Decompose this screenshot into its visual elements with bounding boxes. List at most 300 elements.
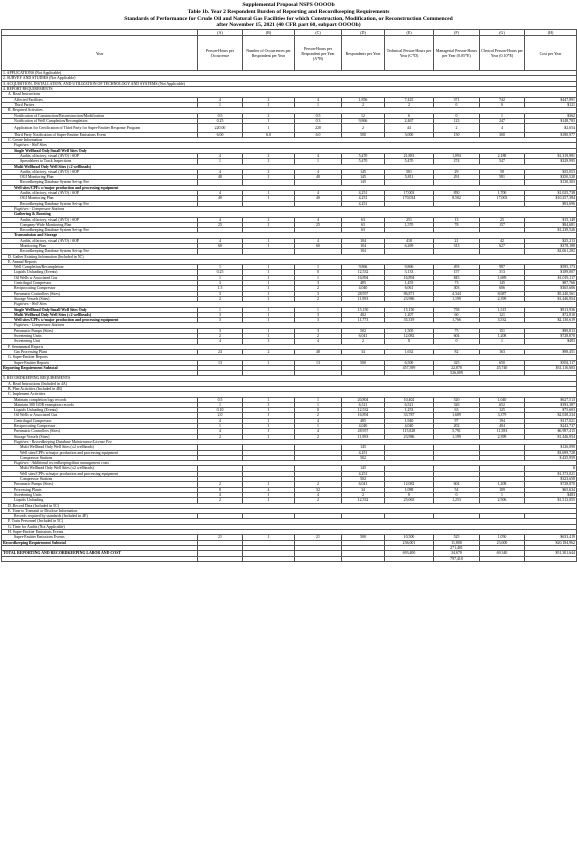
cell-col-d: 11,993 (342, 296, 385, 301)
row-label: Well sites/CPFs w/major production and processing equipment (2, 450, 198, 455)
cell-col-h: $15,149 (525, 217, 577, 222)
cell-col-h: $378,188 (525, 243, 577, 248)
cell-col-d: 2 (342, 124, 385, 133)
cell-col-h: $329,995 (525, 159, 577, 164)
table-title: Table 1b. Year 2 Respondent Burden of Reporting and Recordkeeping Requirements (187, 8, 390, 15)
cell-col-c: 0.5 (295, 113, 342, 118)
cell-col-d: 12 (342, 113, 385, 118)
row-label: Third Party Notification of Super-Emitter Emissions Event (2, 132, 198, 137)
row-label: Maintain completion logs records (2, 397, 198, 402)
row-label: Well Completion/Recompletion (2, 265, 198, 270)
row-label: Audits, olfactory, visual (AVO) / SOP (2, 153, 198, 158)
cell-col-g: 313 (480, 270, 525, 275)
cell-col-c: 1 (295, 424, 342, 429)
cell-col-d: 502 (342, 328, 385, 333)
row-label: 3. ACQUISITION, INSTALLATION, AND UTILIZATION OF TECHNOLOGY AND SYSTEMS (Not Applicable) (2, 81, 577, 86)
cell-col-d: 2 (342, 339, 385, 344)
row-label: Compressor Stations (2, 477, 198, 482)
cell-col-h: $121 (525, 102, 577, 107)
cell-col-h: $126,090 (525, 445, 577, 450)
row-label: Notification of Construction/Reconstruction/Modification (2, 113, 198, 118)
cell-col-d: 12,532 (342, 408, 385, 413)
cell-col-e: 170,034 (385, 196, 434, 201)
cell-col-f: 0 (434, 113, 480, 118)
cell-col-e: 6,269 (385, 243, 434, 248)
cell-col-e: 693,400 (385, 551, 434, 556)
cell-col-g: 1,040 (480, 397, 525, 402)
cell-col-b: 1 (243, 113, 295, 118)
table-row (2, 556, 577, 561)
row-label: 2. SURVEY AND STUDIES (Not Applicable) (2, 76, 577, 81)
row-label: Audits, olfactory, visual (AVO) / SOP (2, 217, 198, 222)
cell-col-h: $90,813 (525, 328, 577, 333)
cell-col-h: $31,116,683 (525, 365, 577, 370)
cell-col-g: 2,399 (480, 296, 525, 301)
row-label: Application for Certification of Third Party for Super-Emitter Response Program (2, 124, 198, 133)
cell-col-e: 25,065 (385, 498, 434, 503)
cell-col-a: 3 (198, 328, 243, 333)
cell-col-f: 157 (434, 270, 480, 275)
row-label: Multi Wellhead Only Well Sites (≤2 wellheads) (2, 312, 198, 317)
cell-col-c: 1 (295, 265, 342, 270)
cell-col-a: 1 (198, 265, 243, 270)
row-label: Single Wellhead Only/Small Well Sites Only (2, 148, 577, 153)
row-label: Reporting Requirement Subtotal (2, 365, 198, 370)
row-label: Audits, olfactory, visual (AVO) / SOP (2, 191, 198, 196)
cell-col-e: 4,040 (385, 424, 434, 429)
cell-col-c: 2 (295, 286, 342, 291)
cell-col-a: 2 (198, 434, 243, 439)
row-label: TOTAL REPORTING AND RECORDKEEPING LABOR AND COST (2, 551, 198, 556)
cell-col-h: $483 (525, 492, 577, 497)
table-subtitle: Standards of Performance for Crude Oil and Natural Gas Facilities for which Construction, Modification, or Reconstruction Commenced (124, 15, 453, 22)
cell-col-a: 0.10 (198, 408, 243, 413)
row-label: Fugitives - Compressor Stations (2, 206, 577, 211)
row-label: Storage Vessels (Sites) (2, 296, 198, 301)
cell-col-f: 325 (434, 360, 480, 365)
cell-col-d: 145 (342, 445, 385, 450)
row-label: B. Required Activities (2, 108, 577, 113)
cell-col-d: 500 (342, 535, 385, 540)
cell-col-b: 1 (243, 482, 295, 487)
cell-col-a: 6.00 (198, 132, 243, 137)
cell-col-b: 1 (243, 334, 295, 339)
cell-col-a (198, 556, 243, 561)
cell-col-c: 4 (295, 191, 342, 196)
cell-col-b: 1 (243, 413, 295, 418)
cell-col-e: 35,319 (385, 318, 434, 323)
cell-col-e: 16,894 (385, 275, 434, 280)
cell-col-d: 9,866 (342, 118, 385, 123)
cell-col-a: 24 (198, 349, 243, 354)
cell-col-h: $1,373,021 (525, 471, 577, 476)
row-label: Recordkeeping Database System Set-up Fee (2, 249, 198, 254)
cell-col-d: 63 (342, 228, 385, 233)
cell-col-f: 845 (434, 275, 480, 280)
col-header-e: Technical Person-Hours per Year (C*D) (385, 36, 434, 71)
cell-col-d: 104 (342, 238, 385, 243)
cell-col-f: 0 (434, 492, 480, 497)
col-header-year: Year (2, 36, 198, 71)
cell-col-f: 797,410 (434, 556, 480, 561)
cell-col-d: 6,521 (342, 402, 385, 407)
cell-col-a: 1 (198, 102, 243, 107)
cell-col-a: 220.00 (198, 124, 243, 133)
row-label: Recordkeeping Database System Set-up Fee (2, 228, 198, 233)
cell-col-f: 291 (434, 175, 480, 180)
cell-col-c: 0 (295, 270, 342, 275)
cell-col-h: $1,446,954 (525, 434, 577, 439)
row-label: Well sites/CPFs w/major production and processing equipment (2, 185, 577, 190)
col-letter-e: (E) (385, 30, 434, 36)
cell-col-b: 1 (243, 281, 295, 286)
cell-col-h: $ 435,959 (525, 455, 577, 460)
cell-col-e: 44 (385, 124, 434, 133)
cell-col-g: 58 (480, 169, 525, 174)
cell-col-e: 5,811 (385, 175, 434, 180)
cell-col-c: 4 (295, 418, 342, 423)
doc-supertitle: Supplemental Proposal NSPS OOOOb (242, 2, 335, 8)
burden-table (1, 29, 577, 562)
cell-col-f: 63 (434, 408, 480, 413)
cell-col-e: 1,455 (385, 281, 434, 286)
row-label: Fugitives - Well Sites (2, 143, 577, 148)
row-label: Maintain 300 GOR exemption records (2, 402, 198, 407)
cell-col-c: 0.3 (295, 118, 342, 123)
cell-col-d: 4,040 (342, 286, 385, 291)
row-label: Gathering & Boosting (2, 212, 577, 217)
cell-col-e: 10,500 (385, 535, 434, 540)
cell-col-a: 4 (198, 97, 243, 102)
cell-col-h: $65,634 (525, 487, 577, 492)
row-label: Fugitives - Recordkeeping Database Maintenance/License Fee (2, 439, 577, 444)
cell-col-f: 1,766 (434, 318, 480, 323)
cell-col-f: 21 (434, 238, 480, 243)
cell-col-b (243, 556, 295, 561)
cell-col-b: 1 (243, 222, 295, 227)
cell-col-c: 3 (295, 281, 342, 286)
row-label: Super-Emitter Reports (2, 360, 198, 365)
col-letter-d: (D) (342, 30, 385, 36)
cell-col-e: 17,003 (385, 191, 434, 196)
cell-col-e: 12,082 (385, 482, 434, 487)
cell-col-b: 1 (243, 402, 295, 407)
row-label: Oil Wells w Associated Gas (2, 275, 198, 280)
cell-col-b: 1 (243, 424, 295, 429)
cell-col-a: 40 (198, 196, 243, 201)
col-letter-c: (C) (295, 30, 342, 36)
cell-col-g: 404 (480, 424, 525, 429)
cell-col-c: 1 (295, 275, 342, 280)
cell-col-e: 86,871 (385, 291, 434, 296)
cell-col-b: 1 (243, 318, 295, 323)
cell-col-g: 1 (480, 113, 525, 118)
row-label: B. Plan Activities (Included in 4B) (2, 387, 577, 392)
cell-col-h: $1,446,954 (525, 296, 577, 301)
cell-col-f: 11,800 (434, 540, 480, 545)
column-header-row (2, 36, 577, 71)
cell-col-e: 1,088 (385, 487, 434, 492)
cell-col-b: 1 (243, 196, 295, 201)
cell-col-a: 1 (198, 402, 243, 407)
row-label: Single Wellhead Only/Small Well Sites Only (2, 307, 198, 312)
row-label: Oil Wells w Associated Gas (2, 413, 198, 418)
cell-col-e: 1,940 (385, 418, 434, 423)
cell-col-d: 500 (342, 360, 385, 365)
cell-col-d: 4,251 (342, 471, 385, 476)
cell-col-b: 1 (243, 286, 295, 291)
cell-col-f: 0 (434, 102, 480, 107)
cell-col-h: $595,173 (525, 265, 577, 270)
col-header-c: Person-Hours per Respondent per Year (A*B) (295, 36, 342, 71)
cell-col-g: 1,208 (480, 482, 525, 487)
row-label: C. Implement Activities (2, 392, 577, 397)
cell-col-f: 60 (434, 312, 480, 317)
cell-col-b: 2 (243, 349, 295, 354)
cell-col-c: 25 (295, 222, 342, 227)
cell-col-h: $ (525, 466, 577, 471)
cell-col-d: 9,866 (342, 265, 385, 270)
cell-col-d: 145 (342, 175, 385, 180)
cell-col-b: 1 (243, 169, 295, 174)
cell-col-a: 4 (198, 169, 243, 174)
cell-col-g: 4 (480, 124, 525, 133)
cell-col-c: 220 (295, 124, 342, 133)
cell-col-e: 581 (385, 169, 434, 174)
cell-col-a: 8 (198, 487, 243, 492)
cell-col-f: 371 (434, 97, 480, 102)
cell-col-c: 1 (295, 402, 342, 407)
cell-col-a: 4 (198, 153, 243, 158)
cell-col-e: 1,570 (385, 222, 434, 227)
cell-col-d: 4,251 (342, 191, 385, 196)
cell-col-b: 1 (243, 102, 295, 107)
cell-col-g: 650 (480, 360, 525, 365)
cell-col-b: 1 (243, 97, 295, 102)
cell-col-h: $323,658 (525, 477, 577, 482)
cell-col-d: 63 (342, 222, 385, 227)
cell-col-d: 4,251 (342, 450, 385, 455)
row-label: Liquids Unloading (Events) (2, 270, 198, 275)
cell-col-h: $3,699,728 (525, 450, 577, 455)
table-row (2, 124, 577, 133)
cell-col-b: 1 (243, 118, 295, 123)
cell-col-h: $2,130,619 (525, 318, 577, 323)
cell-col-g: 69,340 (480, 551, 525, 556)
row-label: Sweetening Unit (2, 339, 198, 344)
cell-col-b: 1 (243, 191, 295, 196)
cell-col-f: 5,791 (434, 429, 480, 434)
row-label: Super-Emitter Emissions Events (2, 535, 198, 540)
cell-col-h: $35,053 (525, 169, 577, 174)
cell-col-b: 1 (243, 307, 295, 312)
cell-col-b: 1 (243, 175, 295, 180)
cell-col-a: 1 (198, 159, 243, 164)
row-label: Liquids Unloading (2, 498, 198, 503)
cell-col-a: 1 (198, 424, 243, 429)
cell-col-a: 40 (198, 175, 243, 180)
cell-col-c: 32 (295, 487, 342, 492)
cell-col-e: 457,399 (385, 365, 434, 370)
cell-col-a: 13 (198, 360, 243, 365)
cell-col-a: 2 (198, 296, 243, 301)
row-label: Sweetening Units (2, 334, 198, 339)
cell-col-d: 4,040 (342, 424, 385, 429)
cell-col-f: 303 (434, 286, 480, 291)
cell-col-d: 5,470 (342, 153, 385, 158)
col-letter-a: (A) (198, 30, 243, 36)
row-label: G. Super-Emitter Reports (2, 355, 577, 360)
cell-col-c: 1 (295, 102, 342, 107)
cell-col-h: $25,213 (525, 238, 577, 243)
cell-col-h: $913,936 (525, 307, 577, 312)
cell-col-e: 6,500 (385, 360, 434, 365)
row-label: Recordkeeping Database System Set-up Fee (2, 180, 198, 185)
cell-col-c: 2 (295, 413, 342, 418)
cell-col-f: 1,199 (434, 296, 480, 301)
cell-col-f: 1,253 (434, 498, 480, 503)
cell-col-f: 850 (434, 191, 480, 196)
cell-col-d: 2 (342, 102, 385, 107)
row-label: G. Time for Audits (Not Applicable) (2, 524, 577, 529)
cell-col-a: 3 (198, 318, 243, 323)
cell-col-g: 1,208 (480, 334, 525, 339)
cell-col-h: $365,606 (525, 286, 577, 291)
cell-col-e: 15,150 (385, 307, 434, 312)
row-label: Centrifugal Compressor (2, 418, 198, 423)
cell-col-g: 157 (480, 222, 525, 227)
cell-col-c: 0 (295, 408, 342, 413)
cell-col-g: 300 (480, 132, 525, 137)
cell-col-d: 34 (342, 487, 385, 492)
cell-col-d: 16,894 (342, 275, 385, 280)
cell-col-g: 606 (480, 286, 525, 291)
col-header-b: Number of Occurrences per Respondent per Year (243, 36, 295, 71)
cell-col-d: 485 (342, 281, 385, 286)
row-label: OGI Monitoring Plan (2, 175, 198, 180)
cell-col-c: 3 (295, 291, 342, 296)
cell-col-g: 627 (480, 243, 525, 248)
cell-col-a: 4 (198, 238, 243, 243)
cell-col-a: 4 (198, 492, 243, 497)
table-title-block (0, 0, 577, 29)
cell-col-f: 271,401 (434, 545, 480, 550)
cell-col-d: 20,804 (342, 397, 385, 402)
cell-col-e: 23,986 (385, 296, 434, 301)
cell-col-g (480, 556, 525, 561)
cell-col-c: 3 (295, 312, 342, 317)
row-label: Sweetening Units (2, 492, 198, 497)
cell-col-g: 0 (480, 102, 525, 107)
cell-col-a: 4 (198, 217, 243, 222)
row-label: A. Read Instructions (Included in 4A) (2, 381, 577, 386)
col-header-a: Person-Hours per Occurrence (198, 36, 243, 71)
cell-col-h: $350,520 (525, 175, 577, 180)
cell-col-c: 1 (295, 159, 342, 164)
cell-col-g: 151 (480, 328, 525, 333)
cell-col-b: 1 (243, 159, 295, 164)
col-letter-f: (F) (434, 30, 480, 36)
row-label (2, 556, 198, 561)
cell-col-h: $93,696 (525, 201, 577, 206)
row-label: Fugitives - Additional recordkeeping/data management costs (2, 461, 577, 466)
cell-col-b: 1 (243, 492, 295, 497)
row-label: OGI Monitoring Plan (2, 196, 198, 201)
cell-col-g: 25 (480, 217, 525, 222)
cell-col-c: 13 (295, 360, 342, 365)
cell-col-h: $362 (525, 113, 577, 118)
cell-col-g: 987 (480, 265, 525, 270)
row-label: Company-Wide Monitoring Plan (2, 222, 198, 227)
row-label: C. Create Information (2, 138, 577, 143)
cell-col-b: 1 (243, 153, 295, 158)
cell-col-d: 5,470 (342, 159, 385, 164)
cell-col-b: 1 (243, 243, 295, 248)
cell-col-c: 3 (295, 328, 342, 333)
cell-col-b: 4 (243, 487, 295, 492)
cell-col-c: 4 (295, 217, 342, 222)
cell-col-e: 418 (385, 238, 434, 243)
cell-col-e: 33,787 (385, 413, 434, 418)
row-label: 1. APPLICATIONS (Not Applicable) (2, 71, 577, 76)
row-label: H. Super-Emitter Emissions Events (2, 530, 577, 535)
cell-col-e: 115,828 (385, 429, 434, 434)
cell-col-h: $633,419 (525, 535, 577, 540)
cell-col-e (385, 556, 434, 561)
cell-col-h: $117,021 (525, 418, 577, 423)
cell-col-c: 1 (295, 307, 342, 312)
cell-col-f: 526,009 (434, 371, 480, 376)
row-label: Multi Wellhead Only Well Sites (≤2 wellheads) (2, 466, 198, 471)
cell-col-h: $5,240,561 (525, 291, 577, 296)
cell-col-f: 82 (434, 349, 480, 354)
cell-col-h: $728,870 (525, 482, 577, 487)
row-label: D. Record Data (Included in 5C) (2, 503, 577, 508)
cell-col-g: 125 (480, 408, 525, 413)
col-header-d: Respondents per Year (342, 36, 385, 71)
cell-col-d: 145 (342, 466, 385, 471)
cell-col-b: 1 (243, 265, 295, 270)
row-label: F. Train Personnel (Included in 5C) (2, 519, 577, 524)
cell-col-e: 251 (385, 217, 434, 222)
cell-col-g: 2,188 (480, 153, 525, 158)
cell-col-h: $1,512,055 (525, 498, 577, 503)
cell-col-h: $627,513 (525, 397, 577, 402)
cell-col-g: 742 (480, 97, 525, 102)
cell-col-f: 313 (434, 243, 480, 248)
cell-col-e: 2,467 (385, 118, 434, 123)
cell-col-d: 12,532 (342, 270, 385, 275)
row-label: Third Parties (2, 102, 198, 107)
cell-col-h: $243,737 (525, 424, 577, 429)
cell-col-e: 3,000 (385, 132, 434, 137)
cell-col-c: 40 (295, 196, 342, 201)
cell-col-f: 525 (434, 535, 480, 540)
cell-col-g: 11,583 (480, 429, 525, 434)
cell-col-c: 2 (295, 296, 342, 301)
table-body (2, 30, 577, 562)
cell-col-c: 4 (295, 238, 342, 243)
col-header-g: Clerical Person-Hours per Year (0.10*E) (480, 36, 525, 71)
cell-col-d: 500 (342, 132, 385, 137)
cell-col-c: 4 (295, 339, 342, 344)
cell-col-a: 2 (198, 334, 243, 339)
cell-col-b: 1 (243, 397, 295, 402)
cell-col-c: 2 (295, 498, 342, 503)
cell-col-c: 2 (295, 334, 342, 339)
cell-col-a: 4 (198, 339, 243, 344)
cell-col-b: 1 (243, 360, 295, 365)
